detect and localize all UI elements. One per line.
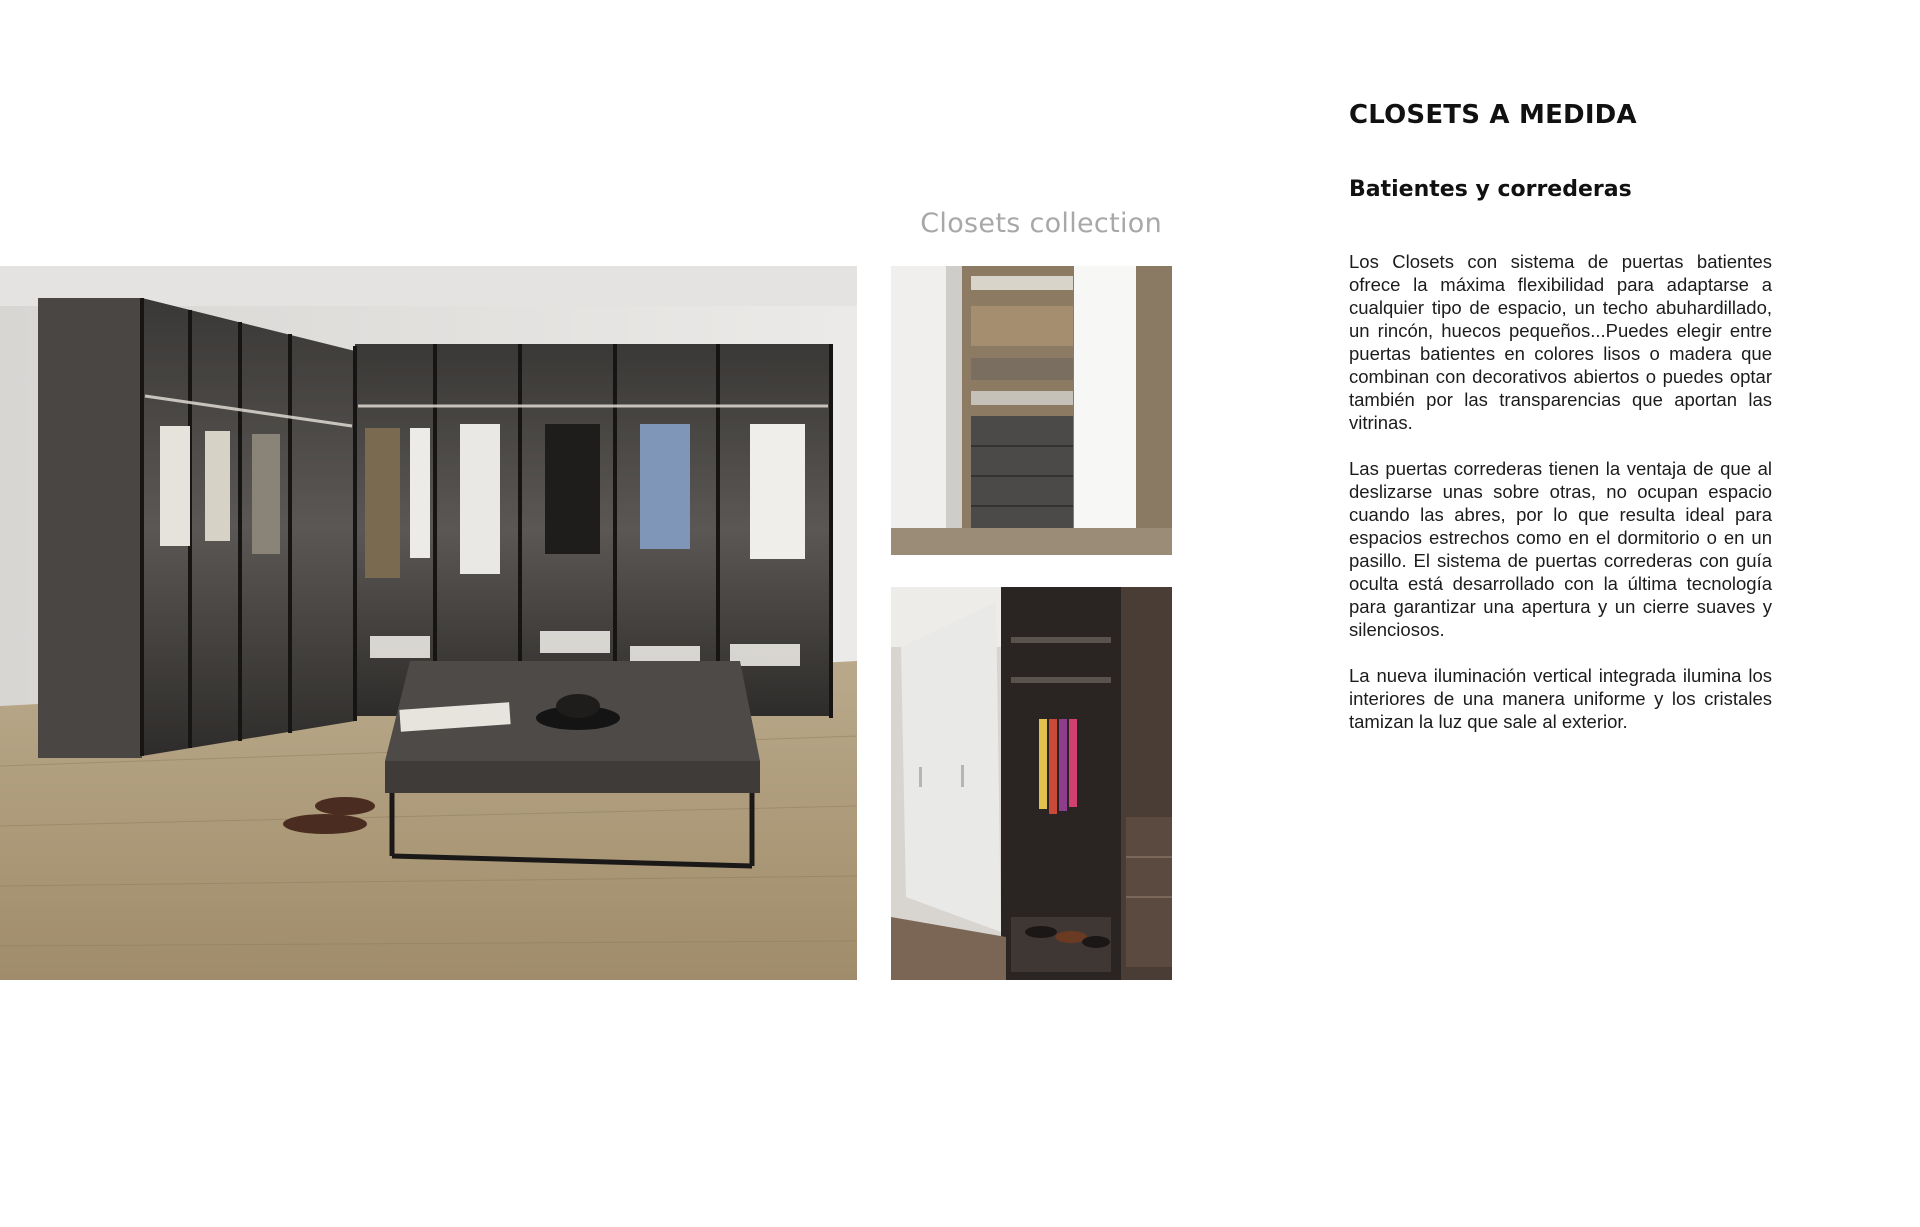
paragraph-hinged-doors: Los Closets con sistema de puertas batientes ofrece la máxima flexibilidad para adaptarse a cualquier tipo de espacio, un techo abuhardillado, un rincón, huecos pequeños...Puedes elegir entre puertas batientes en colores lisos o madera que combinan con decorativos abiertos o puedes optar también por las transparencias que aportan las vitrinas. (1349, 251, 1772, 433)
text-column (1349, 100, 1772, 756)
hinged-door-closet-photo (891, 266, 1172, 555)
collection-label: Closets collection (920, 208, 1162, 239)
paragraph-sliding-doors: Las puertas correderas tienen la ventaja de que al deslizarse unas sobre otras, no ocupan espacio cuando las abres, por lo que resulta ideal para espacios estrechos como en el dormitorio o en un pasillo. El sistema de puertas correderas con guía oculta está desarrollado con la última tecnología para garantizar una apertura y un cierre suaves y silenciosos. (1349, 458, 1772, 640)
section-subtitle: Batientes y correderas (1349, 177, 1632, 202)
walk-in-closet-photo (0, 266, 857, 980)
body-text (1349, 250, 1772, 733)
paragraph-lighting: La nueva iluminación vertical integrada ilumina los interiores de una manera uniforme y los cristales tamizan la luz que sale al exterior. (1349, 665, 1772, 732)
sliding-door-closet-photo (891, 587, 1172, 980)
section-title: CLOSETS A MEDIDA (1349, 100, 1637, 130)
